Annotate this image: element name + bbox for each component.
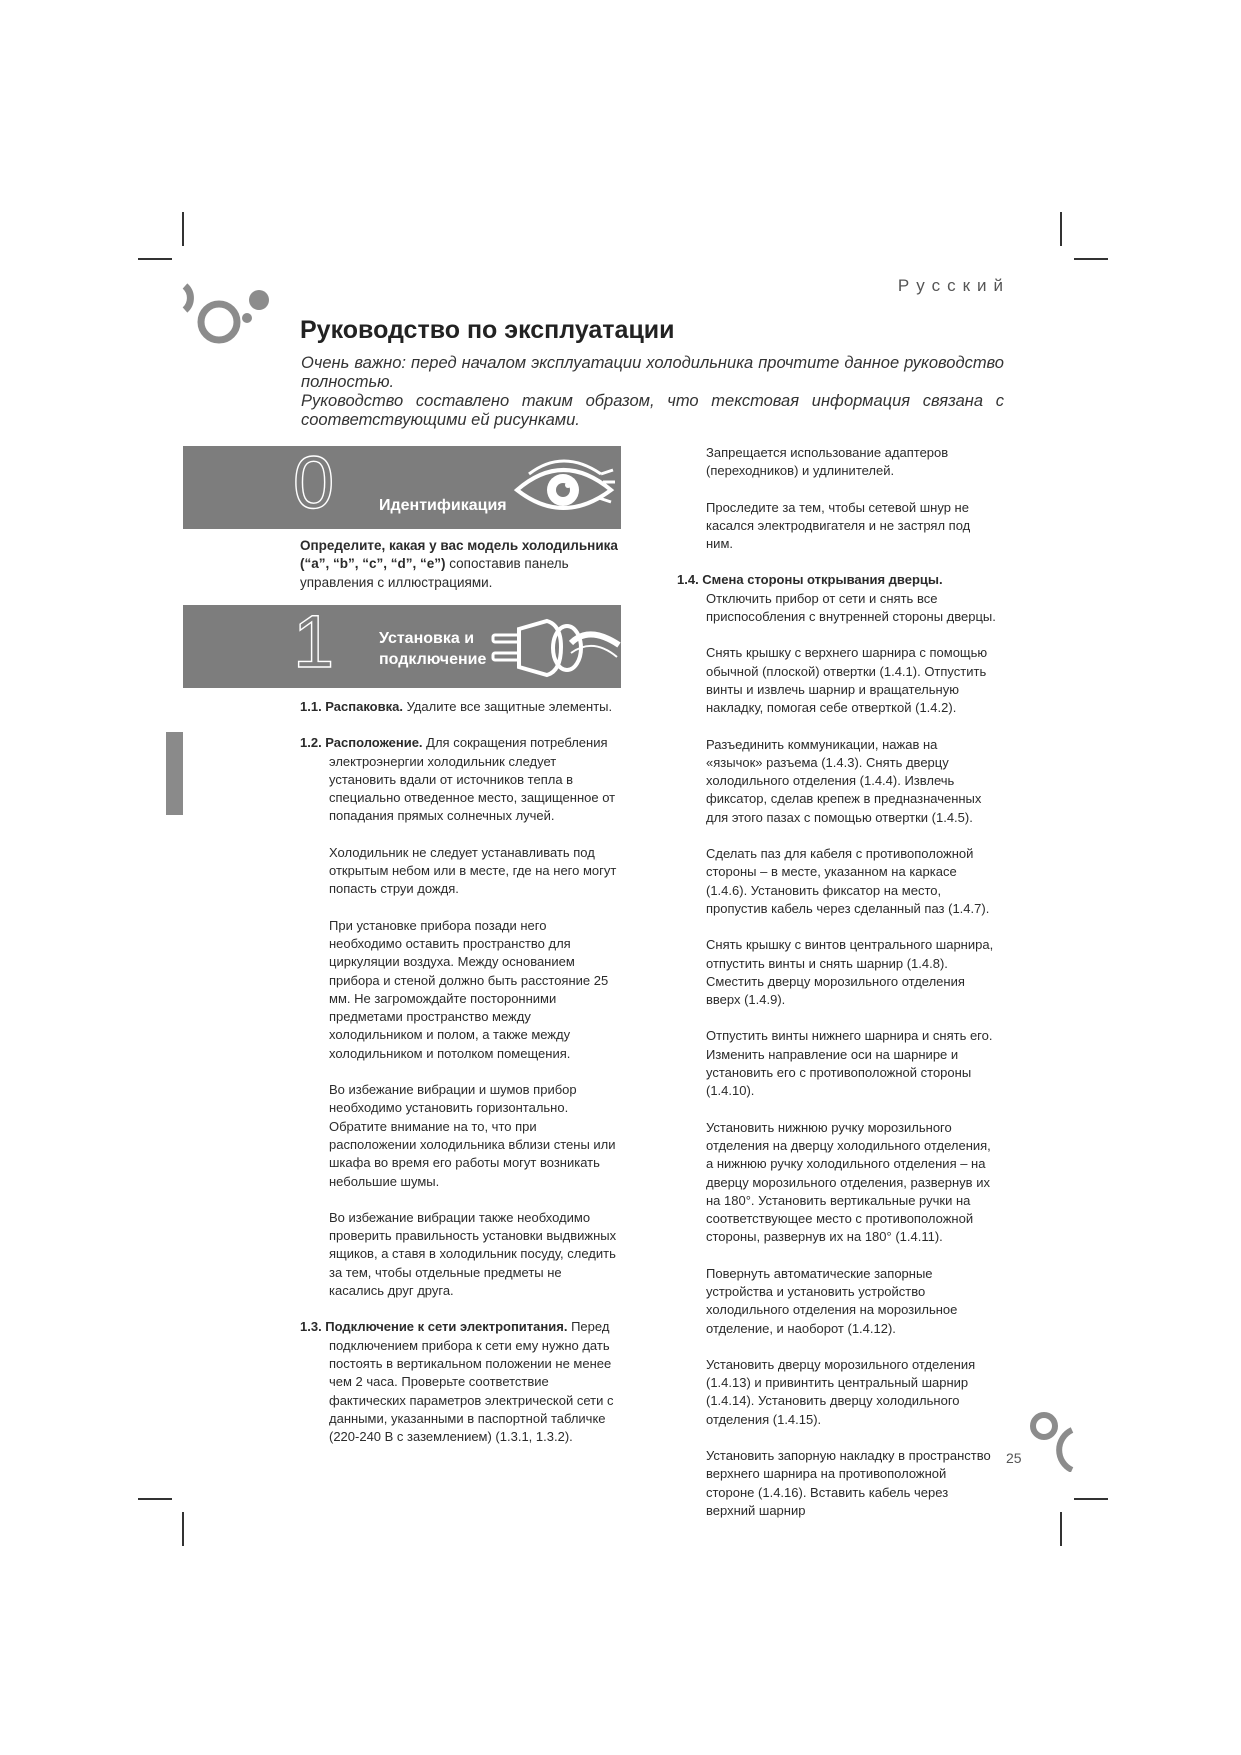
paragraph-r9: Повернуть автоматические запорные устройства и установить устройство холодильного отделения на морозильное отделение, и наоборот (1.4.12).: [706, 1265, 958, 1336]
left-column: [300, 698, 620, 1464]
brand-circles-logo: [175, 276, 275, 348]
identify-paragraph: [300, 537, 625, 592]
identify-bold: Определите, какая у вас модель холодильника (“a”, “b”, “c”, “d”, “e”): [300, 538, 618, 572]
crop-mark-top-right-v: [1060, 212, 1062, 246]
right-column: [677, 444, 997, 1538]
crop-mark-top-left-v: [182, 212, 184, 246]
chapter-tab: [166, 732, 183, 815]
paragraph-r2: Проследите за тем, чтобы сетевой шнур не касался электродвигателя и не застрял под ним.: [706, 499, 971, 552]
section-label: [379, 628, 486, 670]
paragraph-r8: Установить нижнюю ручку морозильного отделения на дверцу холодильного отделения, а нижнюю ручку холодильного отделения – на дверцу морозильного отделения, развернув их на 180°. Установить вертикальные ручки на соответствующее место с противоположной стороны, развернув их на 180° (1.4.11).: [706, 1119, 991, 1245]
section-label: Идентификация: [379, 497, 507, 514]
intro-text: [301, 354, 1004, 430]
paragraph-1-2-d: Во избежание вибрации и шумов прибор необходимо установить горизонтально. Обратите внимание на то, что при расположении холодильника вблизи стены или шкафа во время его работы могут возникать небольшие шумы.: [329, 1082, 616, 1189]
language-label: Русский: [897, 276, 1010, 295]
text-1-4: Отключить прибор от сети и снять все приспособления с внутренней стороны дверцы.: [706, 590, 996, 625]
paragraph-r1: Запрещается использование адаптеров (переходников) и удлинителей.: [706, 445, 949, 479]
section-banner-installation: [183, 600, 621, 688]
footer-circles-logo: [1028, 1410, 1078, 1472]
text-1-1: Удалите все защитные элементы.: [402, 699, 613, 714]
paragraph-1-2-c: При установке прибора позади него необходимо оставить пространство для циркуляции воздуха. Между основанием прибора и стеной должно быть расстояние 25 мм. Не загромождайте посторонними предметами пространство между холодильником и полом, а также между холодильником и потолком помещения.: [329, 917, 609, 1061]
heading-1-3: 1.3. Подключение к сети электропитания.: [300, 1319, 568, 1335]
intro-paragraph: Очень важно: перед началом эксплуатации холодильника прочтите данное руководство полностью.: [301, 354, 1004, 391]
crop-mark-bottom-left-v: [182, 1512, 184, 1546]
heading-1-1: 1.1. Распаковка.: [300, 699, 403, 714]
eye-icon: [513, 454, 617, 520]
section-number: 1: [293, 600, 335, 683]
crop-mark-bottom-left-h: [138, 1498, 172, 1500]
crop-mark-top-right-h: [1074, 258, 1108, 260]
paragraph-1-3: [300, 1318, 620, 1446]
section-label-line: подключение: [379, 651, 487, 668]
text-1-2: Для сокращения потребления электроэнергии холодильник следует установить вдали от источников тепла в специально отведенное место, защищенное от попадания прямых солнечных лучей.: [329, 735, 616, 824]
crop-mark-top-left-h: [138, 258, 172, 260]
paragraph-r5: Сделать паз для кабеля с противоположной стороны – в месте, указанном на каркасе (1.4.6). Установить фиксатор на место, пропустив кабель через сделанный паз (1.4.7).: [706, 846, 990, 916]
section-banner-identification: [183, 441, 621, 529]
section-number: 0: [293, 441, 335, 524]
paragraph-1-2: [300, 734, 620, 825]
heading-1-2: 1.2. Расположение.: [300, 735, 423, 751]
paragraph-r4: Разъединить коммуникации, нажав на «язычок» разъема (1.4.3). Снять дверцу холодильного отделения (1.4.4). Извлечь фиксатор, сделав крепеж в предназначенных для этого пазах с помощью отвертки (1.4.5).: [706, 736, 982, 825]
paragraph-1-1: [300, 698, 620, 716]
paragraph-r11: Установить запорную накладку в пространство верхнего шарнира на противоположной стороне (1.4.16). Вставить кабель через верхний шарнир: [706, 1448, 991, 1518]
paragraph-r7: Отпустить винты нижнего шарнира и снять его. Изменить направление оси на шарнире и установить его с противоположной стороны (1.4.10).: [706, 1028, 993, 1099]
paragraph-1-2-b: Холодильник не следует устанавливать под открытым небом или в месте, где на него могут попасть струи дождя.: [329, 844, 617, 897]
plug-icon: [489, 615, 621, 681]
paragraph-1-2-e: Во избежание вибрации также необходимо проверить правильность установки выдвижных ящиков, а ставя в холодильник посуду, следить за тем, чтобы отдельные предметы не касались друг друга.: [329, 1209, 617, 1299]
paragraph-r6: Снять крышку с винтов центрального шарнира, отпустить винты и снять шарнир (1.4.8). Сместить дверцу морозильного отделения вверх (1.4.9).: [706, 937, 994, 1008]
section-label-line: Установка и: [379, 630, 475, 647]
paragraph-r10: Установить дверцу морозильного отделения (1.4.13) и привинтить центральный шарнир (1.4.14). Установить дверцу холодильного отделения (1.4.15).: [706, 1356, 976, 1427]
heading-1-4: 1.4. Смена стороны открывания дверцы.: [677, 572, 943, 588]
identify-text: сопоставив панель управления с иллюстрациями.: [300, 556, 569, 590]
text-1-3: Перед подключением прибора к сети ему нужно дать постоять в вертикальном положении не менее чем 2 часа. Проверьте соответствие фактических параметров электрической сети с данными, указанными в паспортной табличке (220-240 В с заземлением) (1.3.1, 1.3.2).: [329, 1319, 614, 1445]
crop-mark-bottom-right-v: [1060, 1512, 1062, 1546]
page-title: Руководство по эксплуатации: [300, 316, 675, 344]
intro-paragraph: Руководство составлено таким образом, что текстовая информация связана с соответствующими ей рисунками.: [301, 392, 1004, 429]
crop-mark-bottom-right-h: [1074, 1498, 1108, 1500]
page-number: 25: [1006, 1450, 1022, 1466]
paragraph-1-4: [677, 571, 997, 626]
paragraph-r3: Снять крышку с верхнего шарнира с помощью обычной (плоской) отвертки (1.4.1). Отпустить винты и извлечь шарнир и вращательную накладку, помогая себе отверткой (1.4.2).: [706, 645, 988, 716]
